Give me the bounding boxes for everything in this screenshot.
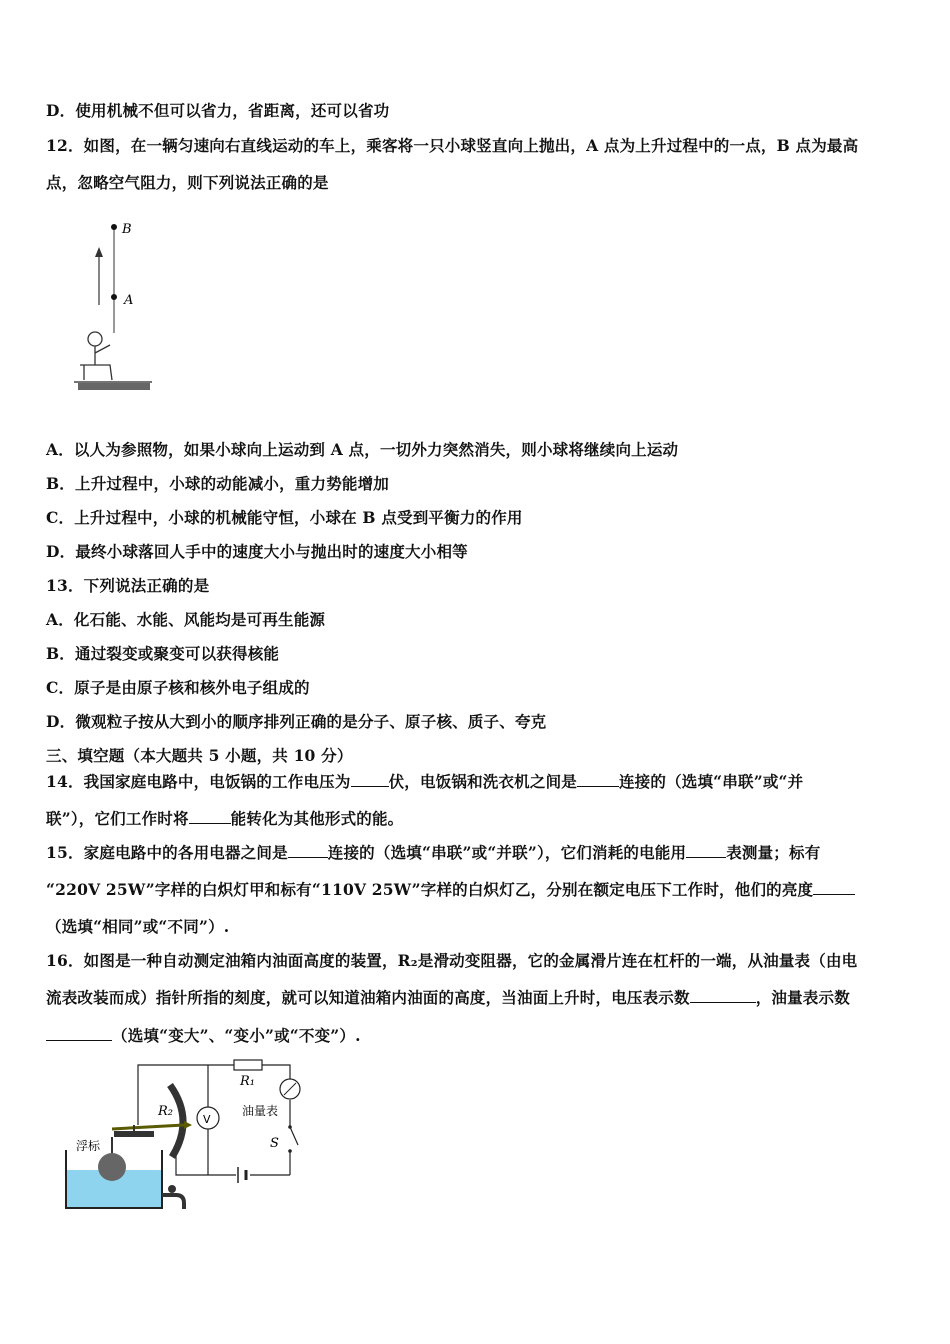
option-c-q13: C．原子是由原子核和核外电子组成的 [46, 678, 310, 697]
option-d-q13: D．微观粒子按从大到小的顺序排列正确的是分子、原子核、质子、夸克 [46, 712, 547, 731]
question-13: 13．下列说法正确的是 [46, 576, 210, 595]
question-15-line1: 15．家庭电路中的各用电器之间是 连接的（选填“串联”或“并联”），它们消耗的电能用 表测量；标有 [46, 843, 821, 862]
question-12-line2: 点，忽略空气阻力，则下列说法正确的是 [46, 173, 329, 192]
blank[interactable] [813, 880, 855, 895]
blank[interactable] [46, 1026, 112, 1041]
option-d-q12: D．最终小球落回人手中的速度大小与抛出时的速度大小相等 [46, 542, 468, 561]
question-14-line2: 联”），它们工作时将 能转化为其他形式的能。 [46, 809, 404, 828]
question-16-line2: 流表改装而成）指针所指的刻度，就可以知道油箱内油面的高度，当油面上升时，电压表示数 ，油量表示数 [46, 988, 850, 1007]
point-b [111, 224, 117, 230]
blank[interactable] [351, 772, 389, 787]
question-12-line1: 12．如图，在一辆匀速向右直线运动的车上，乘客将一只小球竖直向上抛出，A 点为上升过程中的一点，B 点为最高 [46, 136, 859, 155]
lever-slider [112, 1125, 184, 1129]
question-15-line3: （选填“相同”或“不同”）. [46, 917, 230, 936]
blank[interactable] [686, 843, 726, 858]
float-icon [98, 1153, 126, 1181]
label-oil-gauge: 油量表 [242, 1104, 279, 1118]
person-head-icon [88, 332, 102, 346]
rheostat-r2-icon [170, 1085, 183, 1157]
option-b-q12: B．上升过程中，小球的动能减小，重力势能增加 [46, 474, 390, 493]
switch-icon [290, 1127, 298, 1145]
ball-throw-figure [70, 215, 160, 400]
oil-gauge-circuit-figure [60, 1055, 320, 1215]
section-heading-fill-blank: 三、填空题（本大题共 5 小题，共 10 分） [46, 746, 353, 765]
label-float: 浮标 [76, 1139, 101, 1153]
blank[interactable] [577, 772, 619, 787]
option-c-q12: C．上升过程中，小球的机械能守恒，小球在 B 点受到平衡力的作用 [46, 508, 523, 527]
question-15-line2: “220V 25W”字样的白炽灯甲和标有“110V 25W”字样的白炽灯乙，分别在额定电压下工作时，他们的亮度 [46, 880, 855, 900]
question-14-line1: 14．我国家庭电路中，电饭锅的工作电压为 伏，电饭锅和洗衣机之间是 连接的（选填“串联”或“并 [46, 772, 804, 791]
option-a-q12: A．以人为参照物，如果小球向上运动到 A 点，一切外力突然消失，则小球将继续向上运动 [46, 440, 679, 459]
resistor-r1-icon [234, 1060, 262, 1070]
faucet-icon [162, 1195, 184, 1209]
point-a [111, 294, 117, 300]
ground-hatch [78, 383, 150, 390]
option-d-q11: D．使用机械不但可以省力，省距离，还可以省功 [46, 101, 390, 120]
label-s: S [270, 1136, 279, 1151]
label-r1: R₁ [240, 1074, 255, 1089]
label-b: B [122, 222, 132, 237]
label-v: V [203, 1113, 211, 1126]
question-16-line1: 16．如图是一种自动测定油箱内油面高度的装置，R₂是滑动变阻器，它的金属滑片连在杠杆的一端，从油量表（由电 [46, 951, 858, 970]
blank[interactable] [189, 809, 231, 824]
person-body-icon [80, 345, 112, 380]
question-16-line3: （选填“变大”、“变小”或“不变”）. [46, 1026, 361, 1046]
label-a: A [124, 293, 134, 308]
option-b-q13: B．通过裂变或聚变可以获得核能 [46, 644, 280, 663]
blank[interactable] [288, 843, 328, 858]
blank[interactable] [690, 988, 756, 1003]
label-r2: R₂ [158, 1104, 173, 1119]
up-arrow-icon [95, 247, 103, 257]
option-a-q13: A．化石能、水能、风能均是可再生能源 [46, 610, 326, 629]
wire [262, 1065, 290, 1080]
